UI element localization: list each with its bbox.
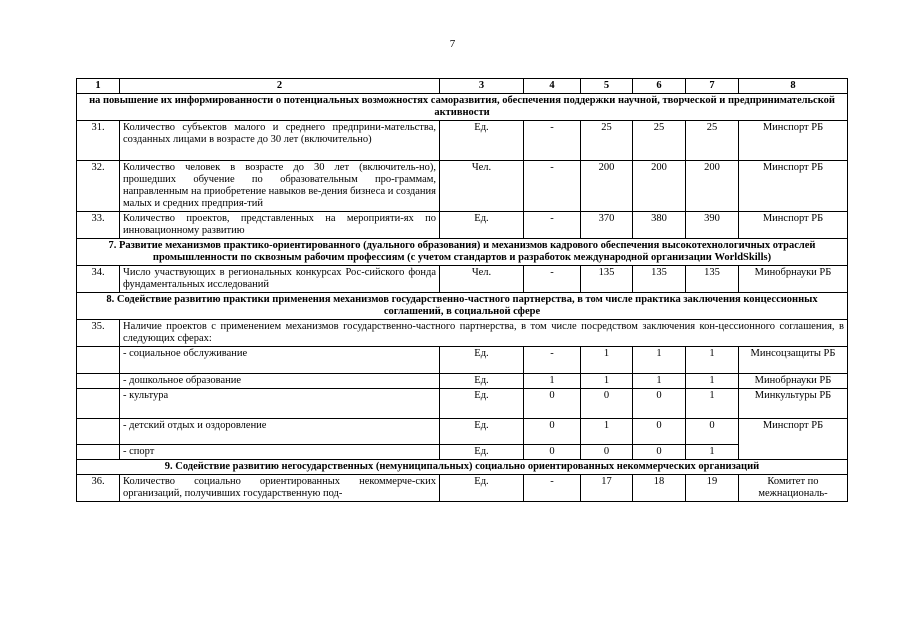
year3-value: 25: [686, 121, 739, 161]
year1-value: 0: [581, 389, 633, 419]
section-heading: на повышение их информированности о потенциальных возможностях саморазвития, обеспечения поддержки научной, творческой и предпринимательской активности: [77, 94, 848, 121]
year1-value: 25: [581, 121, 633, 161]
header-cell: 5: [581, 79, 633, 94]
year3-value: 1: [686, 374, 739, 389]
responsible-cell: Минспорт РБ: [739, 121, 848, 161]
year1-value: 1: [581, 374, 633, 389]
empty-cell: [77, 419, 120, 445]
section-heading-row: [77, 293, 848, 320]
unit-cell: Чел.: [440, 266, 524, 293]
indicator-name: Количество человек в возрасте до 30 лет (включитель-но), прошедших обучение по образовательным про-граммам, направленным на приобретение навыков ве-дения бизнеса и создания малых и средних предприя-тий: [120, 161, 440, 212]
year2-value: 0: [633, 419, 686, 445]
year3-value: 0: [686, 419, 739, 445]
section-heading: 9. Содействие развитию негосударственных (немуниципальных) социально ориентированных некоммерческих организаций: [77, 460, 848, 475]
header-cell: 7: [686, 79, 739, 94]
section-heading-row: [77, 460, 848, 475]
year1-value: 135: [581, 266, 633, 293]
table-row: [77, 320, 848, 347]
responsible-cell: Минспорт РБ: [739, 419, 848, 460]
responsible-cell: Минспорт РБ: [739, 161, 848, 212]
year1-value: 1: [581, 347, 633, 374]
year2-value: 1: [633, 374, 686, 389]
table-row: [77, 161, 848, 212]
base-value: 0: [524, 445, 581, 460]
section-heading: 8. Содействие развитию практики применения механизмов государственно-частного партнерства, в том числе практика заключения концессионных соглашений, в социальной сфере: [77, 293, 848, 320]
row-number: 34.: [77, 266, 120, 293]
responsible-cell: Комитет по межнациональ-: [739, 475, 848, 502]
base-value: 0: [524, 419, 581, 445]
year1-value: 17: [581, 475, 633, 502]
empty-cell: [77, 347, 120, 374]
year1-value: 370: [581, 212, 633, 239]
responsible-cell: Минобрнауки РБ: [739, 266, 848, 293]
year2-value: 18: [633, 475, 686, 502]
base-value: -: [524, 475, 581, 502]
year3-value: 1: [686, 347, 739, 374]
year2-value: 0: [633, 445, 686, 460]
table-row: [77, 212, 848, 239]
indicator-name: - спорт: [120, 445, 440, 460]
header-cell: 2: [120, 79, 440, 94]
year1-value: 0: [581, 445, 633, 460]
section-heading-row: [77, 239, 848, 266]
empty-cell: [77, 445, 120, 460]
table-row: [77, 121, 848, 161]
unit-cell: Чел.: [440, 161, 524, 212]
table-row: [77, 419, 848, 445]
base-value: -: [524, 347, 581, 374]
unit-cell: Ед.: [440, 389, 524, 419]
indicator-name: Количество проектов, представленных на мероприяти-ях по инновационному развитию: [120, 212, 440, 239]
indicators-table: [76, 78, 848, 502]
year1-value: 1: [581, 419, 633, 445]
year3-value: 19: [686, 475, 739, 502]
indicator-name: Количество субъектов малого и среднего предприни-мательства, созданных лицами в возрасте до 30 лет (включительно): [120, 121, 440, 161]
header-cell: 4: [524, 79, 581, 94]
base-value: 0: [524, 389, 581, 419]
indicator-name: Количество социально ориентированных некоммерче-ских организаций, получивших государственную под-: [120, 475, 440, 502]
base-value: -: [524, 212, 581, 239]
unit-cell: Ед.: [440, 212, 524, 239]
year3-value: 135: [686, 266, 739, 293]
empty-cell: [77, 389, 120, 419]
indicator-name: - дошкольное образование: [120, 374, 440, 389]
table-row: [77, 445, 848, 460]
table-row: [77, 475, 848, 502]
responsible-cell: Минсоцзащиты РБ: [739, 347, 848, 374]
header-row: [77, 79, 848, 94]
unit-cell: Ед.: [440, 445, 524, 460]
header-cell: 8: [739, 79, 848, 94]
year2-value: 380: [633, 212, 686, 239]
section-heading-row: [77, 94, 848, 121]
year3-value: 200: [686, 161, 739, 212]
base-value: 1: [524, 374, 581, 389]
indicator-name: Наличие проектов с применением механизмов государственно-частного партнерства, в том числе посредством заключения кон-цессионного соглашения, в следующих сферах:: [120, 320, 848, 347]
indicator-name: - культура: [120, 389, 440, 419]
year3-value: 1: [686, 389, 739, 419]
responsible-cell: Минобрнауки РБ: [739, 374, 848, 389]
indicator-name: Число участвующих в региональных конкурсах Рос-сийского фонда фундаментальных исследований: [120, 266, 440, 293]
indicator-name: - детский отдых и оздоровление: [120, 419, 440, 445]
row-number: 32.: [77, 161, 120, 212]
responsible-cell: Минспорт РБ: [739, 212, 848, 239]
row-number: 35.: [77, 320, 120, 347]
base-value: -: [524, 161, 581, 212]
table-row: [77, 266, 848, 293]
year2-value: 135: [633, 266, 686, 293]
section-heading: 7. Развитие механизмов практико-ориентированного (дуального образования) и механизмов кадрового обеспечения высокотехнологичных отраслей промышленности по сквозным рабочим профессиям (с учетом стандартов и разработок международной организации WorldSkills): [77, 239, 848, 266]
responsible-cell: Минкультуры РБ: [739, 389, 848, 419]
year2-value: 200: [633, 161, 686, 212]
header-cell: 6: [633, 79, 686, 94]
year3-value: 390: [686, 212, 739, 239]
base-value: -: [524, 121, 581, 161]
table-row: [77, 347, 848, 374]
table-row: [77, 374, 848, 389]
indicator-name: - социальное обслуживание: [120, 347, 440, 374]
unit-cell: Ед.: [440, 121, 524, 161]
table-row: [77, 389, 848, 419]
unit-cell: Ед.: [440, 419, 524, 445]
year3-value: 1: [686, 445, 739, 460]
row-number: 36.: [77, 475, 120, 502]
year2-value: 0: [633, 389, 686, 419]
empty-cell: [77, 374, 120, 389]
unit-cell: Ед.: [440, 374, 524, 389]
year2-value: 25: [633, 121, 686, 161]
base-value: -: [524, 266, 581, 293]
header-cell: 3: [440, 79, 524, 94]
page-number: 7: [449, 38, 456, 50]
unit-cell: Ед.: [440, 347, 524, 374]
year2-value: 1: [633, 347, 686, 374]
year1-value: 200: [581, 161, 633, 212]
row-number: 31.: [77, 121, 120, 161]
header-cell: 1: [77, 79, 120, 94]
unit-cell: Ед.: [440, 475, 524, 502]
row-number: 33.: [77, 212, 120, 239]
